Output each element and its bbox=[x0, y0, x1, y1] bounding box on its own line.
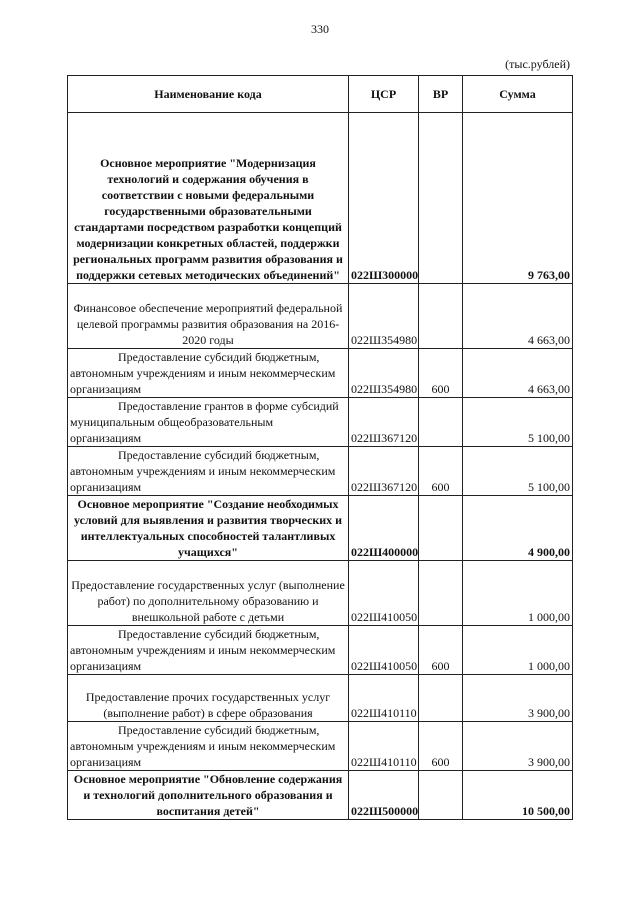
header-csr: ЦСР bbox=[349, 76, 419, 113]
row-csr: 022Ш300000 bbox=[349, 113, 419, 284]
row-name: Предоставление грантов в форме субсидий муниципальным общеобразовательным организациям bbox=[68, 398, 349, 447]
row-sum: 1 000,00 bbox=[463, 561, 573, 626]
page-number: 330 bbox=[311, 22, 329, 36]
row-vr: 600 bbox=[419, 349, 463, 398]
row-name: Предоставление субсидий бюджетным, автономным учреждениям и иным некоммерческим организациям bbox=[68, 447, 349, 496]
row-csr: 022Ш410110 bbox=[349, 675, 419, 722]
row-csr: 022Ш354980 bbox=[349, 349, 419, 398]
budget-table bbox=[67, 75, 573, 820]
header-name: Наименование кода bbox=[68, 76, 349, 113]
row-vr bbox=[419, 496, 463, 561]
table-row bbox=[68, 496, 573, 561]
row-vr: 600 bbox=[419, 447, 463, 496]
table-header-row bbox=[68, 76, 573, 113]
row-csr: 022Ш410050 bbox=[349, 561, 419, 626]
row-name: Предоставление прочих государственных услуг (выполнение работ) в сфере образования bbox=[68, 675, 349, 722]
row-csr: 022Ш410110 bbox=[349, 722, 419, 771]
row-sum: 3 900,00 bbox=[463, 675, 573, 722]
row-sum: 4 900,00 bbox=[463, 496, 573, 561]
row-sum: 10 500,00 bbox=[463, 771, 573, 820]
table-row bbox=[68, 722, 573, 771]
table-row bbox=[68, 675, 573, 722]
row-csr: 022Ш410050 bbox=[349, 626, 419, 675]
row-sum: 3 900,00 bbox=[463, 722, 573, 771]
row-vr bbox=[419, 561, 463, 626]
row-name: Основное мероприятие "Создание необходимых условий для выявления и развития творческих и интеллектуальных способностей талантливых учащихся" bbox=[68, 496, 349, 561]
row-csr: 022Ш500000 bbox=[349, 771, 419, 820]
table-row bbox=[68, 771, 573, 820]
row-vr: 600 bbox=[419, 722, 463, 771]
table-row bbox=[68, 561, 573, 626]
row-name: Предоставление субсидий бюджетным, автономным учреждениям и иным некоммерческим организациям bbox=[68, 722, 349, 771]
row-vr bbox=[419, 675, 463, 722]
row-name: Основное мероприятие "Модернизация технологий и содержания обучения в соответствии с новыми федеральными государственными образовательными стандартами посредством разработки концепций модернизации конкретных областей, поддержки региональных программ развития образования и поддержки сетевых методических объединений" bbox=[68, 113, 349, 284]
table-row bbox=[68, 626, 573, 675]
row-vr bbox=[419, 398, 463, 447]
header-vr: ВР bbox=[419, 76, 463, 113]
row-name: Основное мероприятие "Обновление содержания и технологий дополнительного образования и воспитания детей" bbox=[68, 771, 349, 820]
table-row bbox=[68, 284, 573, 349]
row-vr bbox=[419, 771, 463, 820]
row-sum: 5 100,00 bbox=[463, 447, 573, 496]
row-sum: 5 100,00 bbox=[463, 398, 573, 447]
row-name: Финансовое обеспечение мероприятий федеральной целевой программы развития образования на 2016-2020 годы bbox=[68, 284, 349, 349]
row-vr bbox=[419, 113, 463, 284]
table-row bbox=[68, 447, 573, 496]
unit-note: (тыс.рублей) bbox=[505, 57, 570, 71]
table-row bbox=[68, 113, 573, 284]
row-csr: 022Ш367120 bbox=[349, 447, 419, 496]
row-name: Предоставление субсидий бюджетным, автономным учреждениям и иным некоммерческим организациям bbox=[68, 349, 349, 398]
row-csr: 022Ш354980 bbox=[349, 284, 419, 349]
header-sum: Сумма bbox=[463, 76, 573, 113]
table-row bbox=[68, 349, 573, 398]
row-sum: 4 663,00 bbox=[463, 349, 573, 398]
row-csr: 022Ш400000 bbox=[349, 496, 419, 561]
row-name: Предоставление субсидий бюджетным, автономным учреждениям и иным некоммерческим организациям bbox=[68, 626, 349, 675]
table-row bbox=[68, 398, 573, 447]
row-name: Предоставление государственных услуг (выполнение работ) по дополнительному образованию и внешкольной работе с детьми bbox=[68, 561, 349, 626]
row-vr bbox=[419, 284, 463, 349]
row-sum: 1 000,00 bbox=[463, 626, 573, 675]
row-sum: 9 763,00 bbox=[463, 113, 573, 284]
row-vr: 600 bbox=[419, 626, 463, 675]
row-sum: 4 663,00 bbox=[463, 284, 573, 349]
row-csr: 022Ш367120 bbox=[349, 398, 419, 447]
